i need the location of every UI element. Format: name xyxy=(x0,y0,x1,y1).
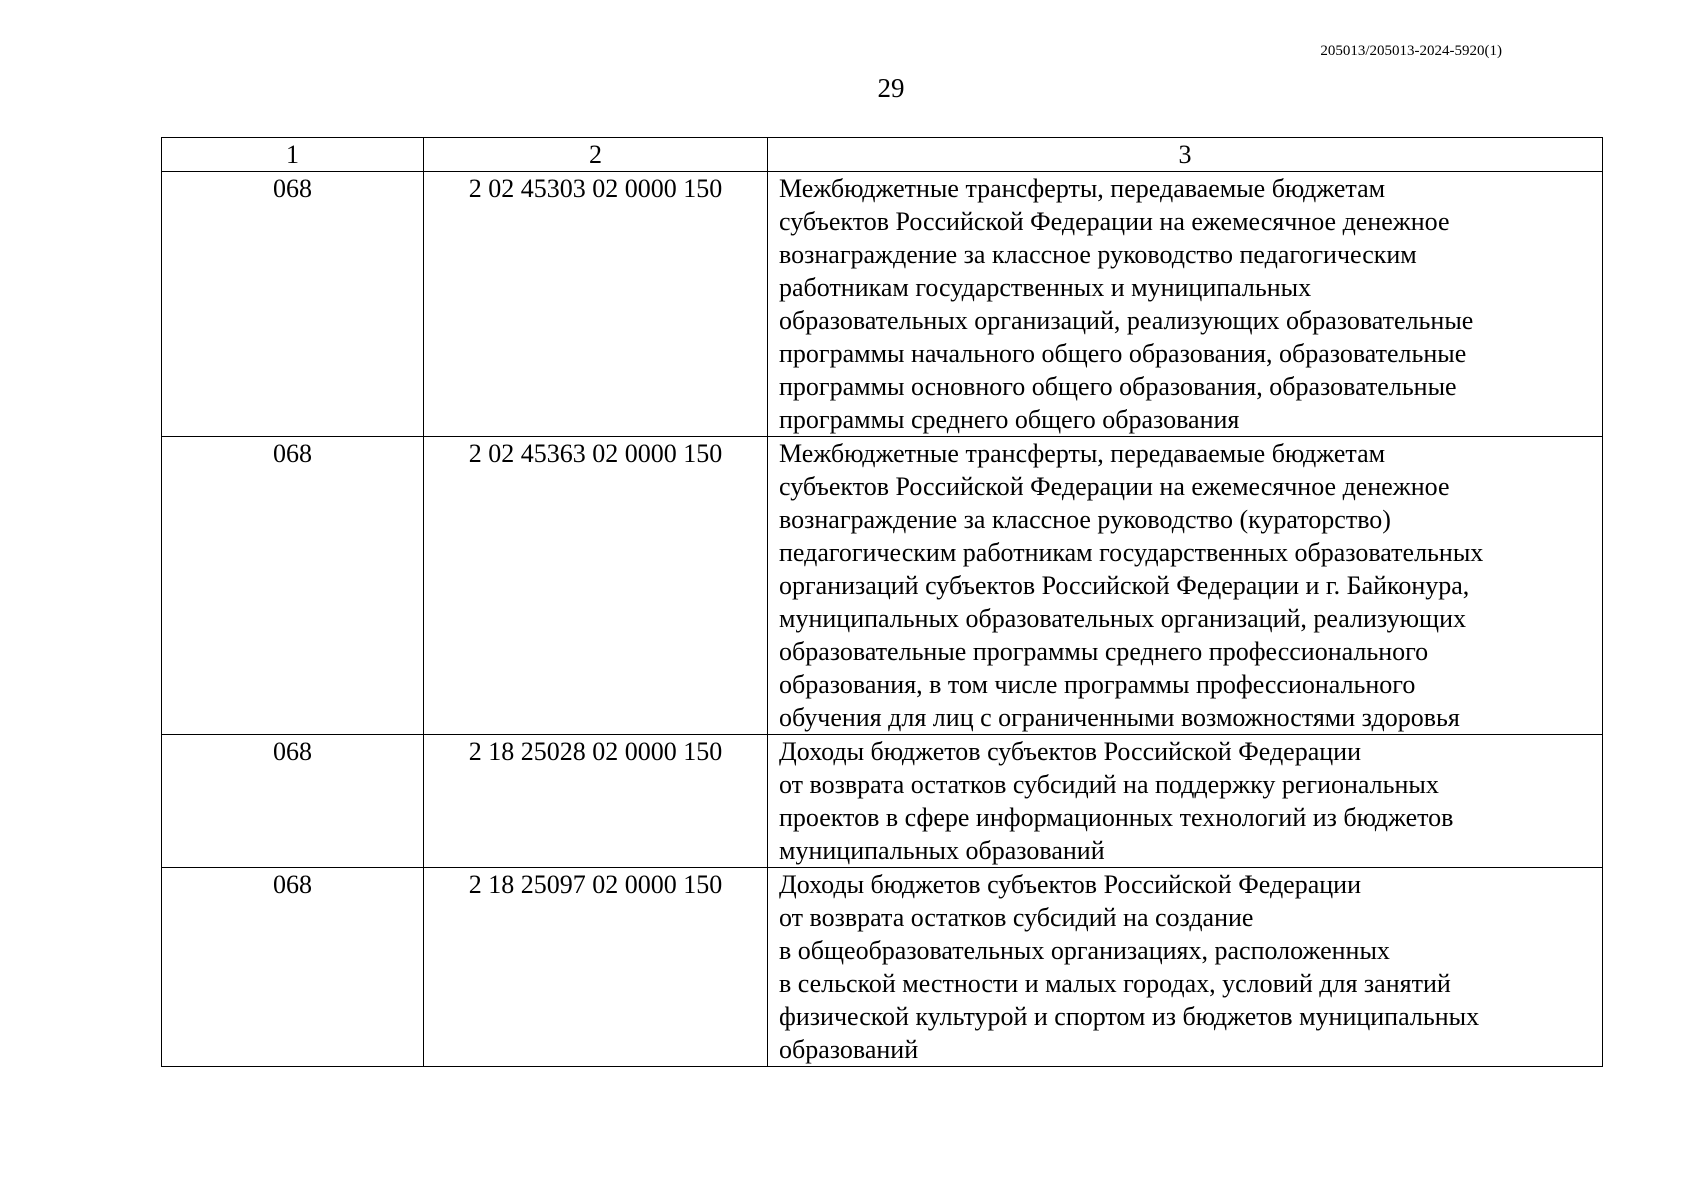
description-line: Доходы бюджетов субъектов Российской Федерации xyxy=(779,870,1361,899)
budget-codes-table xyxy=(161,137,1603,1067)
admin-code-cell: 068 xyxy=(162,172,424,437)
description-line: субъектов Российской Федерации на ежемесячное денежное xyxy=(779,472,1450,501)
description-line: вознаграждение за классное руководство (кураторство) xyxy=(779,505,1391,534)
description-line: образований xyxy=(779,1035,919,1064)
description-line: вознаграждение за классное руководство педагогическим xyxy=(779,240,1417,269)
description-line: от возврата остатков субсидий на поддержку региональных xyxy=(779,770,1439,799)
description-line: Межбюджетные трансферты, передаваемые бюджетам xyxy=(779,174,1386,203)
description-line: программы среднего общего образования xyxy=(779,405,1240,434)
description-line: от возврата остатков субсидий на создание xyxy=(779,903,1254,932)
description-line: образовательных организаций, реализующих образовательные xyxy=(779,306,1474,335)
description-line: проектов в сфере информационных технологий из бюджетов xyxy=(779,803,1454,832)
description-line: Доходы бюджетов субъектов Российской Федерации xyxy=(779,737,1361,766)
description-line: субъектов Российской Федерации на ежемесячное денежное xyxy=(779,207,1450,236)
description-line: физической культурой и спортом из бюджетов муниципальных xyxy=(779,1002,1480,1031)
document-id: 205013/205013-2024-5920(1) xyxy=(1320,43,1502,59)
admin-code-cell: 068 xyxy=(162,437,424,735)
description-cell xyxy=(768,437,1603,735)
kbk-code-cell: 2 18 25097 02 0000 150 xyxy=(424,868,768,1067)
description-line: Межбюджетные трансферты, передаваемые бюджетам xyxy=(779,439,1386,468)
description-line: образования, в том числе программы профессионального xyxy=(779,670,1416,699)
table-row xyxy=(162,868,1603,1067)
column-header-2: 2 xyxy=(424,138,768,172)
description-line: организаций субъектов Российской Федерации и г. Байконура, xyxy=(779,571,1470,600)
kbk-code-cell: 2 02 45363 02 0000 150 xyxy=(424,437,768,735)
table-row xyxy=(162,437,1603,735)
description-line: обучения для лиц с ограниченными возможностями здоровья xyxy=(779,703,1460,732)
page-number: 29 xyxy=(877,73,905,103)
admin-code-cell: 068 xyxy=(162,868,424,1067)
description-line: муниципальных образований xyxy=(779,836,1105,865)
table-header-row xyxy=(162,138,1603,172)
description-line: в общеобразовательных организациях, расположенных xyxy=(779,936,1390,965)
description-cell xyxy=(768,868,1603,1067)
admin-code-cell: 068 xyxy=(162,735,424,868)
kbk-code-cell: 2 02 45303 02 0000 150 xyxy=(424,172,768,437)
description-cell xyxy=(768,172,1603,437)
description-line: педагогическим работникам государственных образовательных xyxy=(779,538,1484,567)
kbk-code-cell: 2 18 25028 02 0000 150 xyxy=(424,735,768,868)
description-line: программы начального общего образования, образовательные xyxy=(779,339,1467,368)
description-line: работникам государственных и муниципальных xyxy=(779,273,1312,302)
description-line: образовательные программы среднего профессионального xyxy=(779,637,1429,666)
description-line: в сельской местности и малых городах, условий для занятий xyxy=(779,969,1451,998)
description-line: программы основного общего образования, образовательные xyxy=(779,372,1457,401)
description-cell xyxy=(768,735,1603,868)
table-row xyxy=(162,172,1603,437)
description-line: муниципальных образовательных организаций, реализующих xyxy=(779,604,1466,633)
column-header-1: 1 xyxy=(162,138,424,172)
column-header-3: 3 xyxy=(768,138,1603,172)
table-row xyxy=(162,735,1603,868)
